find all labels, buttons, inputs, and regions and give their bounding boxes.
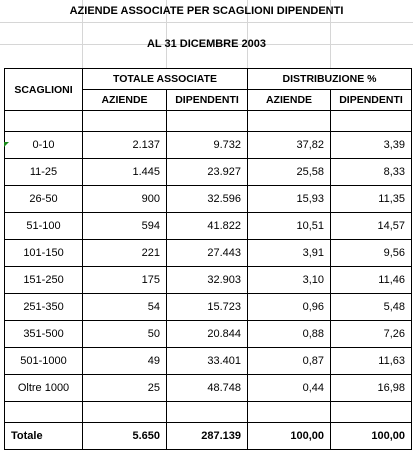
- cell-dipendenti-pct[interactable]: 9,56: [331, 240, 412, 267]
- cell-aziende[interactable]: 50: [83, 321, 167, 348]
- cell-aziende[interactable]: 594: [83, 213, 167, 240]
- header-aziende-pct[interactable]: AZIENDE: [248, 90, 331, 111]
- cell-aziende-pct[interactable]: 0,87: [248, 348, 331, 375]
- table-row: [5, 240, 412, 267]
- cell-scaglione[interactable]: 251-350: [5, 294, 83, 321]
- cell-dipendenti[interactable]: 9.732: [167, 132, 248, 159]
- cell-dipendenti-pct[interactable]: 7,26: [331, 321, 412, 348]
- cell-aziende[interactable]: 900: [83, 186, 167, 213]
- header-dipendenti[interactable]: DIPENDENTI: [167, 90, 248, 111]
- cell-aziende[interactable]: 221: [83, 240, 167, 267]
- cell-aziende-pct[interactable]: 10,51: [248, 213, 331, 240]
- cell-aziende-pct[interactable]: 0,96: [248, 294, 331, 321]
- cell-dipendenti[interactable]: 20.844: [167, 321, 248, 348]
- header-row-1: [5, 69, 412, 90]
- table-row: [5, 348, 412, 375]
- cell-aziende[interactable]: 49: [83, 348, 167, 375]
- cell-aziende-pct[interactable]: 0,44: [248, 375, 331, 402]
- table-row: [5, 267, 412, 294]
- cell-scaglione[interactable]: 11-25: [5, 159, 83, 186]
- cell-scaglione[interactable]: 151-250: [5, 267, 83, 294]
- cell-dipendenti[interactable]: 27.443: [167, 240, 248, 267]
- header-scaglioni[interactable]: SCAGLIONI: [5, 69, 83, 111]
- table-row: [5, 159, 412, 186]
- sheet-subtitle: AL 31 DICEMBRE 2003: [146, 38, 266, 50]
- cell-dipendenti-pct[interactable]: 11,46: [331, 267, 412, 294]
- total-dipendenti-pct[interactable]: 100,00: [331, 423, 412, 450]
- empty-cell[interactable]: [83, 111, 167, 132]
- empty-cell[interactable]: [331, 111, 412, 132]
- table-row: [5, 294, 412, 321]
- header-aziende[interactable]: AZIENDE: [83, 90, 167, 111]
- cell-aziende[interactable]: 175: [83, 267, 167, 294]
- cell-dipendenti-pct[interactable]: 3,39: [331, 132, 412, 159]
- cell-dipendenti[interactable]: 23.927: [167, 159, 248, 186]
- cell-dipendenti[interactable]: 33.401: [167, 348, 248, 375]
- cell-aziende-pct[interactable]: 37,82: [248, 132, 331, 159]
- table-row: [5, 375, 412, 402]
- cell-aziende[interactable]: 2.137: [83, 132, 167, 159]
- cell-aziende[interactable]: 54: [83, 294, 167, 321]
- empty-cell[interactable]: [83, 402, 167, 423]
- data-table: [4, 68, 412, 450]
- empty-cell[interactable]: [5, 111, 83, 132]
- cell-aziende[interactable]: 1.445: [83, 159, 167, 186]
- table-row: [5, 321, 412, 348]
- cell-dipendenti-pct[interactable]: 11,35: [331, 186, 412, 213]
- cell-dipendenti[interactable]: 32.596: [167, 186, 248, 213]
- empty-cell[interactable]: [5, 402, 83, 423]
- cell-scaglione[interactable]: 26-50: [5, 186, 83, 213]
- empty-cell[interactable]: [248, 402, 331, 423]
- total-label[interactable]: Totale: [5, 423, 83, 450]
- cell-scaglione[interactable]: 101-150: [5, 240, 83, 267]
- spacer-row: [5, 402, 412, 423]
- empty-cell[interactable]: [331, 402, 412, 423]
- cell-dipendenti-pct[interactable]: 16,98: [331, 375, 412, 402]
- total-row: [5, 423, 412, 450]
- total-dipendenti[interactable]: 287.139: [167, 423, 248, 450]
- cell-dipendenti-pct[interactable]: 5,48: [331, 294, 412, 321]
- cell-scaglione[interactable]: 351-500: [5, 321, 83, 348]
- cell-dipendenti-pct[interactable]: 11,63: [331, 348, 412, 375]
- cell-aziende-pct[interactable]: 3,91: [248, 240, 331, 267]
- cell-scaglione[interactable]: 51-100: [5, 213, 83, 240]
- cell-dipendenti[interactable]: 48.748: [167, 375, 248, 402]
- header-totale-associate[interactable]: TOTALE ASSOCIATE: [83, 69, 248, 90]
- cell-dipendenti-pct[interactable]: 14,57: [331, 213, 412, 240]
- empty-cell[interactable]: [167, 111, 248, 132]
- header-dipendenti-pct[interactable]: DIPENDENTI: [331, 90, 412, 111]
- cell-aziende-pct[interactable]: 3,10: [248, 267, 331, 294]
- table-row: [5, 213, 412, 240]
- total-aziende-pct[interactable]: 100,00: [248, 423, 331, 450]
- sheet-title: AZIENDE ASSOCIATE PER SCAGLIONI DIPENDENTI: [69, 5, 344, 17]
- gridline: [0, 22, 413, 23]
- table-row: [5, 132, 412, 159]
- cell-scaglione[interactable]: 501-1000: [5, 348, 83, 375]
- cell-dipendenti[interactable]: 32.903: [167, 267, 248, 294]
- comment-indicator-icon: [4, 142, 9, 147]
- cell-aziende-pct[interactable]: 0,88: [248, 321, 331, 348]
- cell-aziende[interactable]: 25: [83, 375, 167, 402]
- table-row: [5, 186, 412, 213]
- header-distribuzione[interactable]: DISTRIBUZIONE %: [248, 69, 412, 90]
- cell-aziende-pct[interactable]: 15,93: [248, 186, 331, 213]
- cell-dipendenti-pct[interactable]: 8,33: [331, 159, 412, 186]
- cell-dipendenti[interactable]: 41.822: [167, 213, 248, 240]
- total-aziende[interactable]: 5.650: [83, 423, 167, 450]
- spacer-row: [5, 111, 412, 132]
- cell-aziende-pct[interactable]: 25,58: [248, 159, 331, 186]
- cell-scaglione[interactable]: 0-10: [5, 132, 83, 159]
- cell-scaglione[interactable]: Oltre 1000: [5, 375, 83, 402]
- empty-cell[interactable]: [167, 402, 248, 423]
- empty-cell[interactable]: [248, 111, 331, 132]
- cell-dipendenti[interactable]: 15.723: [167, 294, 248, 321]
